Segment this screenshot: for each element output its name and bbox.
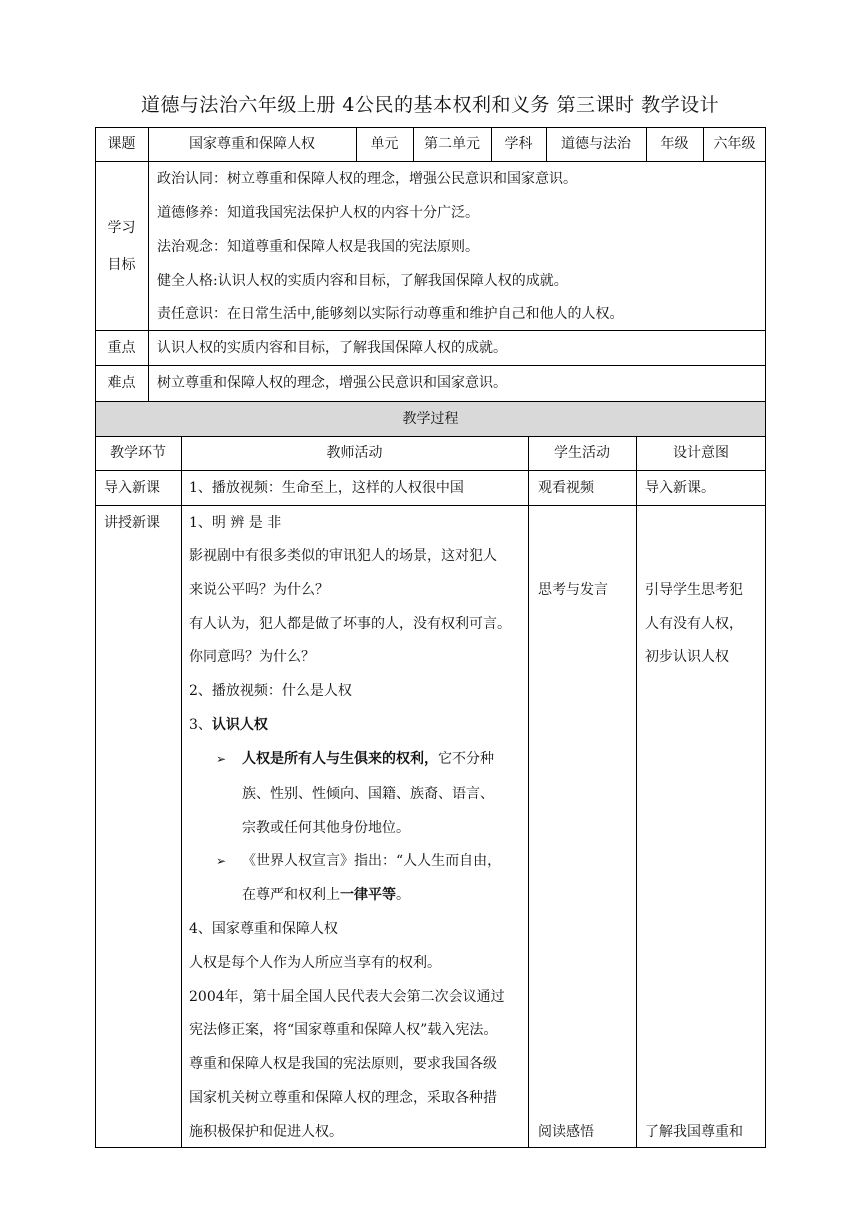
unit-value: 第二单元 [424, 136, 480, 152]
lesson-line: 施积极保护和促进人权。 [189, 1124, 343, 1140]
lesson-line: 2、播放视频：什么是人权 [189, 683, 352, 699]
col-header-student: 学生活动 [554, 445, 610, 461]
grade-label: 年级 [660, 136, 689, 152]
intro-teacher: 1、播放视频：生命至上，这样的人权很中国 [189, 480, 464, 496]
key-point-label: 重点 [107, 340, 136, 356]
process-heading: 教学过程 [402, 411, 459, 427]
bullet-arrow-icon: ➢ [216, 854, 227, 868]
intro-student: 观看视频 [538, 480, 594, 496]
lesson-line: 2004年，第十届全国人民代表大会第二次会议通过 [189, 989, 505, 1005]
design-intent: 引导学生思考犯 [645, 582, 743, 598]
bullet-prefix: 在尊严和权利上 [242, 887, 340, 903]
bullet-bold: 人权是所有人与生俱来的权利， [242, 751, 438, 767]
col-divider [636, 436, 637, 1148]
student-activity: 思考与发言 [538, 582, 608, 598]
lesson-line: 有人认为，犯人都是做了坏事的人，没有权利可言。 [189, 616, 511, 632]
lesson-line: 尊重和保障人权是我国的宪法原则，要求我国各级 [189, 1056, 497, 1072]
row-divider [95, 470, 766, 471]
bullet-arrow-icon: ➢ [216, 752, 227, 766]
bullet-bold: 一律平等 [340, 887, 396, 903]
col-divider [528, 436, 529, 1148]
row-divider [95, 505, 766, 506]
row-divider [95, 401, 766, 402]
subject-value: 道德与法治 [561, 136, 631, 152]
lesson-line: 国家机关树立尊重和保障人权的理念，采取各种措 [189, 1090, 497, 1106]
student-activity: 阅读感悟 [538, 1124, 594, 1140]
lesson-line: 1、明 辨 是 非 [189, 515, 282, 531]
unit-label: 单元 [370, 136, 399, 152]
lesson-line: 4、国家尊重和保障人权 [189, 921, 338, 937]
col-header-stage: 教学环节 [110, 445, 166, 461]
difficulty-label: 难点 [107, 375, 136, 391]
bullet-line [242, 752, 494, 766]
row-divider [95, 161, 766, 162]
document-title: 道德与法治六年级上册 4公民的基本权利和义务 第三课时 教学设计 [140, 94, 720, 116]
lesson-line: 人权是每个人作为人所应当享有的权利。 [189, 955, 441, 971]
difficulty-text: 树立尊重和保障人权的理念，增强公民意识和国家意识。 [157, 375, 507, 391]
lesson-stage: 讲授新课 [104, 515, 160, 531]
lesson-line: 影视剧中有很多类似的审讯犯人的场景，这对犯人 [189, 548, 497, 564]
objective-item: 道德修养：知道我国宪法保护人权的内容十分广泛。 [157, 205, 479, 221]
bullet-line: 族、性别、性倾向、国籍、族裔、语言、 [242, 786, 494, 802]
col-header-teacher: 教师活动 [326, 445, 383, 461]
lesson-line-bold: 认识人权 [211, 717, 268, 733]
design-intent: 人有没有人权， [645, 616, 743, 632]
topic-label: 课题 [107, 136, 136, 152]
lesson-line: 来说公平吗？为什么？ [189, 582, 329, 598]
col-divider [181, 436, 182, 1148]
grade-value: 六年级 [713, 136, 756, 152]
intro-intent: 导入新课。 [645, 480, 715, 496]
objective-item: 政治认同：树立尊重和保障人权的理念，增强公民意识和国家意识。 [157, 171, 577, 187]
bullet-line [242, 888, 410, 902]
design-intent: 了解我国尊重和 [645, 1124, 743, 1140]
objectives-label: 目标 [107, 257, 136, 273]
bullet-end: 。 [396, 887, 410, 903]
topic-value: 国家尊重和保障人权 [189, 136, 315, 152]
objective-item: 法治观念：知道尊重和保障人权是我国的宪法原则。 [157, 239, 479, 255]
objectives-label: 学习 [107, 220, 136, 236]
design-intent: 初步认识人权 [645, 649, 729, 665]
col-divider [148, 161, 149, 401]
intro-stage: 导入新课 [104, 480, 160, 496]
row-divider [95, 365, 766, 366]
key-point-text: 认识人权的实质内容和目标，了解我国保障人权的成就。 [157, 340, 507, 356]
bullet-rest: 它不分种 [438, 751, 494, 767]
lesson-line-prefix: 3、 [189, 717, 212, 733]
col-header-intent: 设计意图 [673, 445, 729, 461]
row-divider [95, 436, 766, 437]
row-divider [95, 330, 766, 331]
lesson-line [189, 718, 268, 732]
objective-item: 健全人格:认识人权的实质内容和目标，了解我国保障人权的成就。 [157, 273, 568, 289]
lesson-line: 宪法修正案，将“国家尊重和保障人权”载入宪法。 [189, 1022, 498, 1038]
subject-label: 学科 [504, 136, 533, 152]
lesson-line: 你同意吗？为什么？ [189, 649, 315, 665]
bullet-line: 宗教或任何其他身份地位。 [242, 820, 410, 836]
objective-item: 责任意识：在日常生活中,能够刻以实际行动尊重和维护自己和他人的人权。 [157, 306, 624, 322]
bullet-line: 《世界人权宣言》指出：“人人生而自由， [242, 853, 502, 869]
